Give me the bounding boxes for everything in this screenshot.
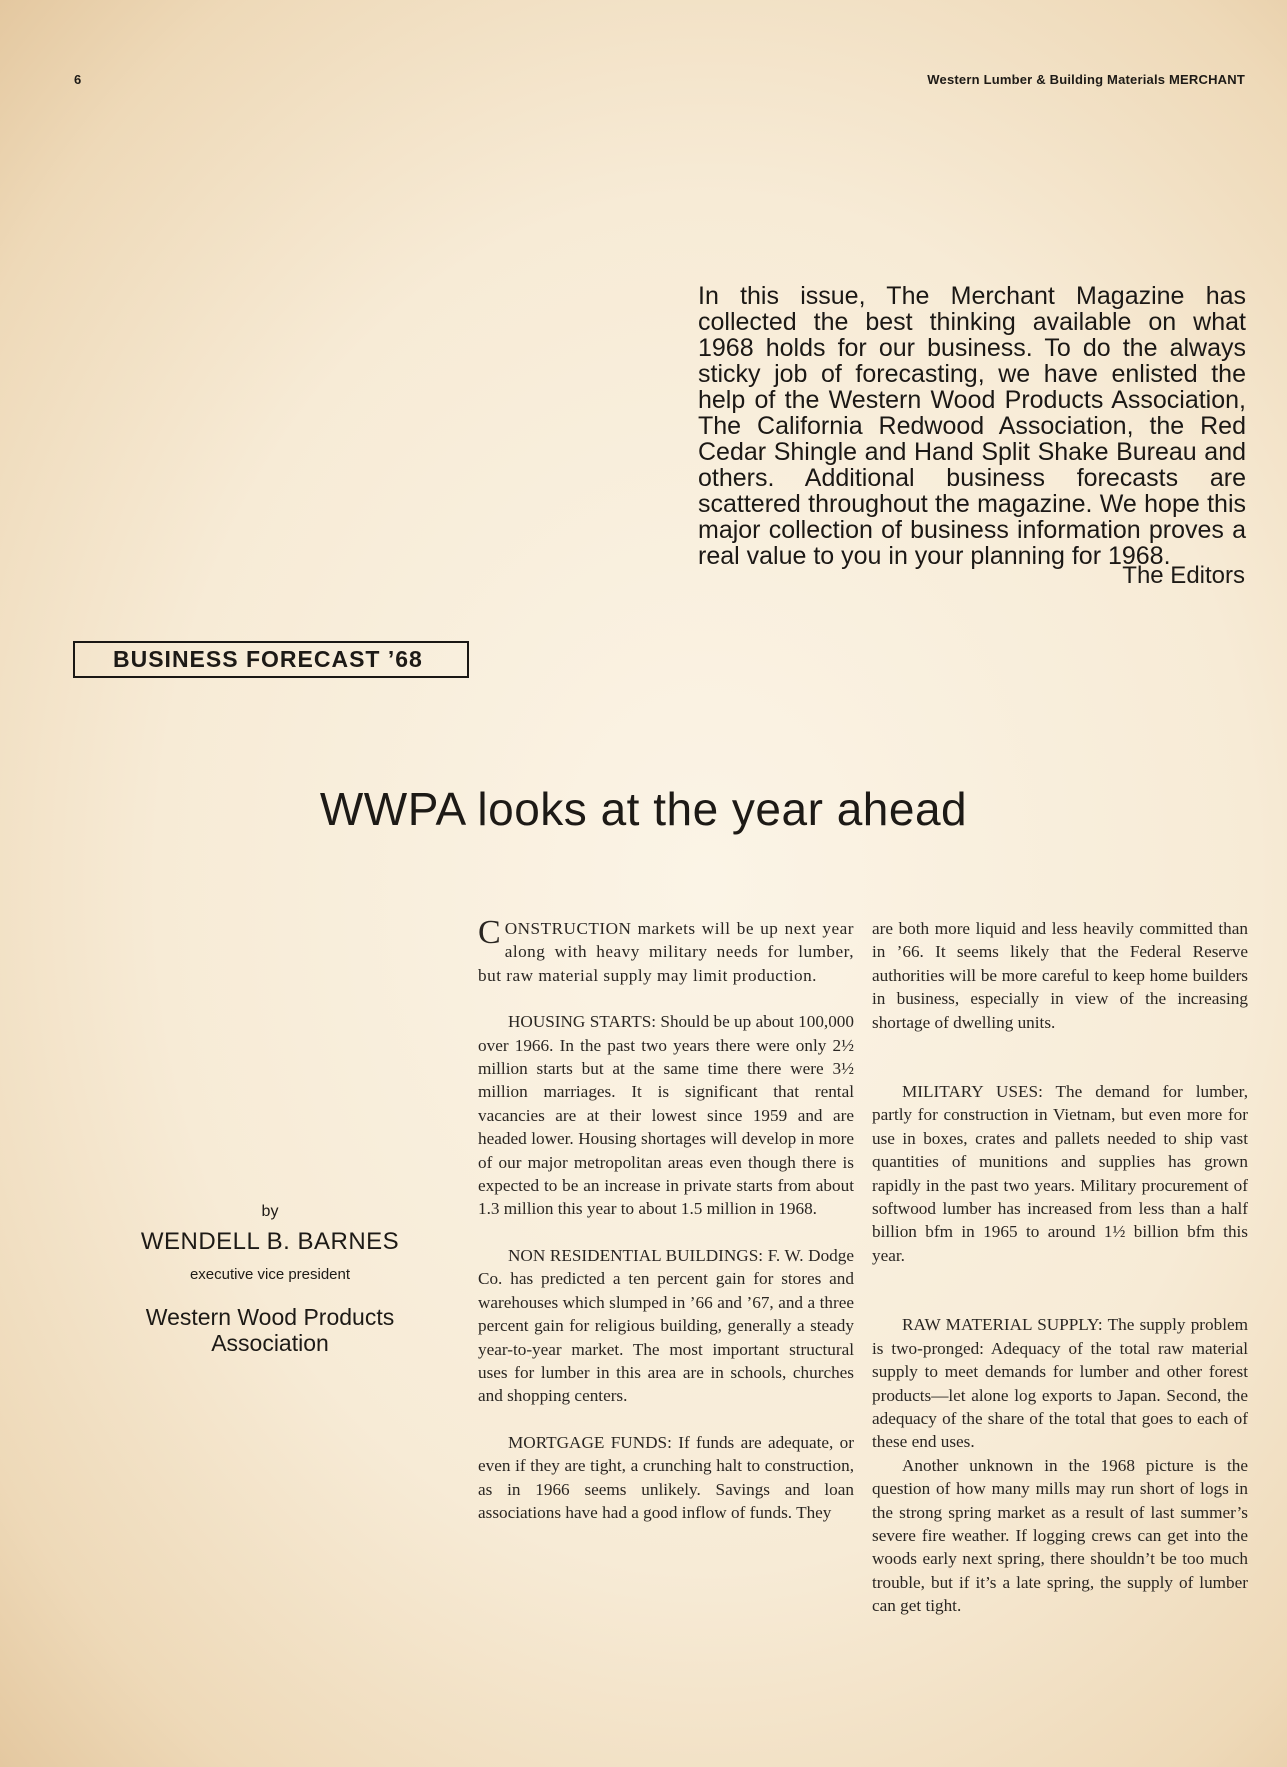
another-unknown-paragraph: Another unknown in the 1968 picture is the question of how many mills may run short of logs in the strong spring market as a result of last summer’s severe fire weather. If logging crews can get into the woods early next spring, there shouldn’t be too much trouble, but if it’s a late spring, the supply of lumber can get tight. bbox=[872, 1455, 1248, 1616]
article-column-2 bbox=[872, 917, 1248, 1618]
intro-signature: The Editors bbox=[1122, 562, 1245, 589]
lead-paragraph bbox=[478, 914, 854, 987]
raw-material-paragraph: RAW MATERIAL SUPPLY: The supply problem is two-pronged: Adequacy of the total raw material supply to meet demands for lumber and other forest products—let alone log exports to Japan. Second, the adequacy of the share of the total that goes to each of these end uses. bbox=[872, 1315, 1248, 1452]
running-head: Western Lumber & Building Materials MERCHANT bbox=[927, 72, 1245, 87]
section-tag: BUSINESS FORECAST ’68 bbox=[73, 641, 469, 678]
byline-organization: Western Wood Products Association bbox=[145, 1304, 395, 1356]
military-uses-paragraph: MILITARY USES: The demand for lumber, partly for construction in Vietnam, but even more for use in boxes, crates and pallets needed to ship vast quantities of munitions and supplies has grown rapidly in the past two years. Military procurement of softwood lumber has increased from less than a half billion bfm in 1965 to around 1½ billion bfm this year. bbox=[872, 1082, 1248, 1265]
mortgage-funds-continued: are both more liquid and less heavily committed than in ’66. It seems likely that the Federal Reserve authorities will be more careful to keep home builders in business, especially in view of the increasing shortage of dwelling units. bbox=[872, 919, 1248, 1032]
article-headline: WWPA looks at the year ahead bbox=[319, 783, 968, 835]
drop-cap: C bbox=[478, 914, 501, 951]
article-column-1 bbox=[478, 914, 854, 1524]
intro-paragraph: In this issue, The Merchant Magazine has collected the best thinking available on what 1968 holds for our business. To do the always sticky job of forecasting, we have enlisted the help of the Western Wood Products Association, The California Redwood Association, the Red Cedar Shingle and Hand Split Shake Bureau and others. Additional business forecasts are scattered throughout the magazine. We hope this major collection of business information proves a real value to you in your planning for 1968. bbox=[698, 282, 1246, 570]
page-number: 6 bbox=[74, 72, 82, 87]
byline-author: WENDELL B. BARNES bbox=[140, 1228, 400, 1255]
byline-role: executive vice president bbox=[189, 1266, 351, 1283]
mortgage-funds-paragraph: MORTGAGE FUNDS: If funds are adequate, or even if they are tight, a crunching halt to construction, as in 1966 seems unlikely. Savings and loan associations have had a good inflow of funds. They bbox=[478, 1432, 854, 1522]
housing-starts-paragraph: HOUSING STARTS: Should be up about 100,000 over 1966. In the past two years there were only 2½ million starts but at the same time there were 3½ million marriages. It is significant that rental vacancies are at their lowest since 1959 and are headed lower. Housing shortages will develop in more of our major metropolitan areas even though there is expected to be an increase in private starts from about 1.3 million this year to about 1.5 million in 1968. bbox=[478, 1012, 854, 1219]
non-residential-paragraph: NON RESIDENTIAL BUILDINGS: F. W. Dodge Co. has predicted a ten percent gain for stores and warehouses which slumped in ’66 and ’67, and a three percent gain for religious building, generally a steady year-to-year market. The most important structural uses for lumber in this area are in schools, churches and shopping centers. bbox=[478, 1245, 854, 1406]
lead-text: ONSTRUCTION markets will be up next year along with heavy military needs for lumber, but raw material supply may limit production. bbox=[478, 919, 854, 985]
byline-by: by bbox=[261, 1203, 279, 1220]
